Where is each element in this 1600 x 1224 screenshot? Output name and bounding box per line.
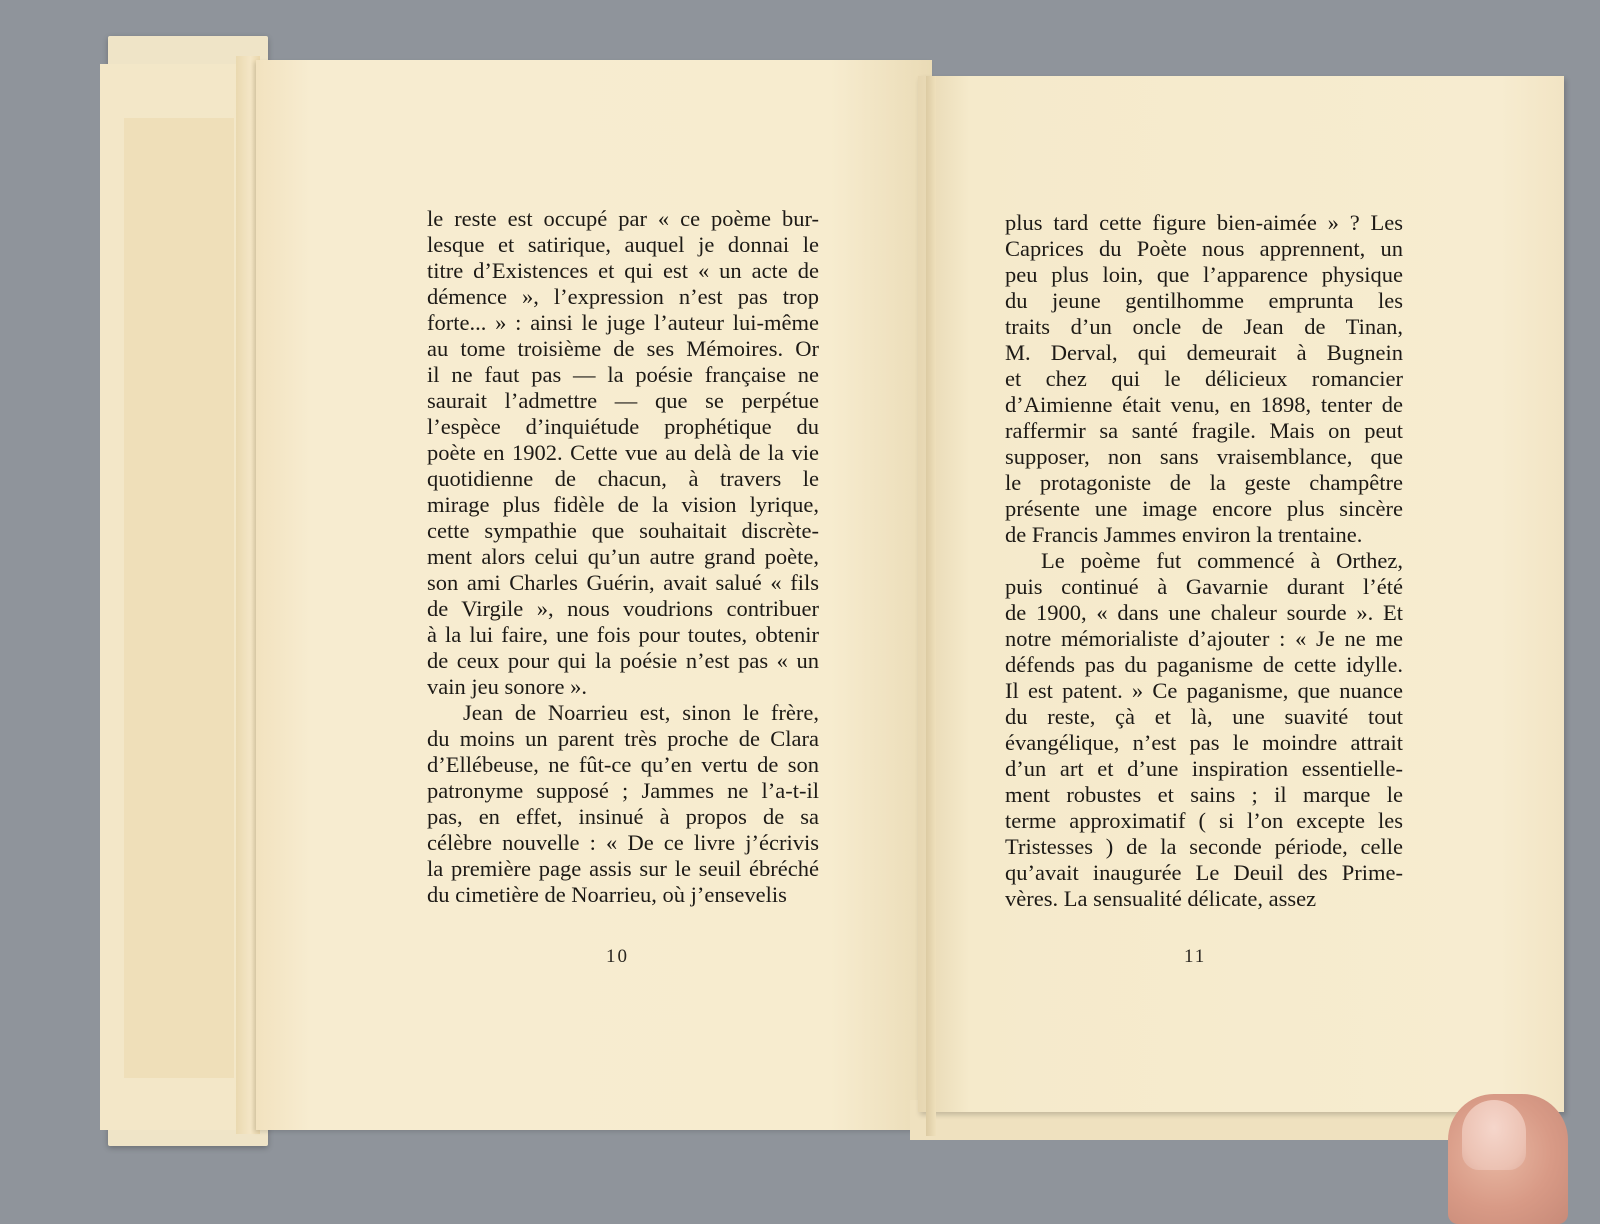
text-line: vain jeu sonore ». <box>427 674 587 699</box>
fingernail <box>1462 1100 1526 1170</box>
book-spine-strip <box>124 118 234 1078</box>
text-line: traits d’un oncle de Jean de Tinan, <box>1005 314 1403 339</box>
right-page-number: 11 <box>1184 946 1207 967</box>
text-line: évangélique, n’est pas le moindre attrait <box>1005 730 1403 755</box>
left-page-text <box>427 206 819 908</box>
text-line: son ami Charles Guérin, avait salué « fils <box>427 570 819 595</box>
text-line: terme approximatif ( si l’on excepte les <box>1005 808 1403 833</box>
text-line: du jeune gentilhomme emprunta les <box>1005 288 1403 313</box>
text-line: d’Aimienne était venu, en 1898, tenter de <box>1005 392 1403 417</box>
text-line: lesque et satirique, auquel je donnai le <box>427 232 819 257</box>
text-line: du moins un parent très proche de Clara <box>427 726 819 751</box>
text-line: l’espèce d’inquiétude prophétique du <box>427 414 819 439</box>
text-line: pas, en effet, insinué à propos de sa <box>427 804 819 829</box>
text-line: à la lui faire, une fois pour toutes, obtenir <box>427 622 819 647</box>
text-line: titre d’Existences et qui est « un acte de <box>427 258 819 283</box>
text-line: raffermir sa santé fragile. Mais on peut <box>1005 418 1403 443</box>
text-line: saurait l’admettre — que se perpétue <box>427 388 819 413</box>
right-page-text <box>1005 210 1403 912</box>
text-line: Caprices du Poète nous apprennent, un <box>1005 236 1403 261</box>
text-line: Tristesses ) de la seconde période, celle <box>1005 834 1403 859</box>
text-line: patronyme supposé ; Jammes ne l’a-t-il <box>427 778 819 803</box>
text-line: d’un art et d’une inspiration essentielle- <box>1005 756 1403 781</box>
left-page-number: 10 <box>606 946 629 967</box>
text-line: puis continué à Gavarnie durant l’été <box>1005 574 1403 599</box>
text-line: la première page assis sur le seuil ébréché <box>427 856 819 881</box>
text-line: il ne faut pas — la poésie française ne <box>427 362 819 387</box>
text-line: démence », l’expression n’est pas trop <box>427 284 819 309</box>
text-line: de Francis Jammes environ la trentaine. <box>1005 522 1363 547</box>
text-line: le protagoniste de la geste champêtre <box>1005 470 1403 495</box>
text-line: au tome troisième de ses Mémoires. Or <box>427 336 819 361</box>
text-line: de Virgile », nous voudrions contribuer <box>427 596 819 621</box>
text-line: de ceux pour qui la poésie n’est pas « un <box>427 648 819 673</box>
text-line: forte... » : ainsi le juge l’auteur lui-même <box>427 310 819 335</box>
text-line: ment alors celui qu’un autre grand poète, <box>427 544 819 569</box>
text-line: présente une image encore plus sincère <box>1005 496 1403 521</box>
text-line: du cimetière de Noarrieu, où j’ensevelis <box>427 882 787 907</box>
text-line: le reste est occupé par « ce poème bur- <box>427 206 819 231</box>
text-line: vères. La sensualité délicate, assez <box>1005 886 1317 911</box>
book-gutter <box>926 76 936 1136</box>
text-line: peu plus loin, que l’apparence physique <box>1005 262 1403 287</box>
text-line: notre mémorialiste d’ajouter : « Je ne me <box>1005 626 1403 651</box>
text-line: poète en 1902. Cette vue au delà de la vie <box>427 440 819 465</box>
text-line: Il est patent. » Ce paganisme, que nuance <box>1005 678 1403 703</box>
text-line: supposer, non sans vraisemblance, que <box>1005 444 1403 469</box>
text-line: quotidienne de chacun, à travers le <box>427 466 819 491</box>
text-line: célèbre nouvelle : « De ce livre j’écrivis <box>427 830 819 855</box>
text-line: Jean de Noarrieu est, sinon le frère, <box>463 700 819 725</box>
text-line: M. Derval, qui demeurait à Bugnein <box>1005 340 1403 365</box>
text-line: de 1900, « dans une chaleur sourde ». Et <box>1005 600 1403 625</box>
text-line: défends pas du paganisme de cette idylle. <box>1005 652 1403 677</box>
text-line: d’Ellébeuse, ne fût-ce qu’en vertu de son <box>427 752 819 777</box>
text-line: ment robustes et sains ; il marque le <box>1005 782 1403 807</box>
text-line: du reste, çà et là, une suavité tout <box>1005 704 1403 729</box>
text-line: qu’avait inaugurée Le Deuil des Prime- <box>1005 860 1403 885</box>
text-line: Le poème fut commencé à Orthez, <box>1041 548 1403 573</box>
text-line: et chez qui le délicieux romancier <box>1005 366 1403 391</box>
text-line: cette sympathie que souhaitait discrète- <box>427 518 819 543</box>
text-line: plus tard cette figure bien-aimée » ? Les <box>1005 210 1403 235</box>
text-line: mirage plus fidèle de la vision lyrique, <box>427 492 819 517</box>
